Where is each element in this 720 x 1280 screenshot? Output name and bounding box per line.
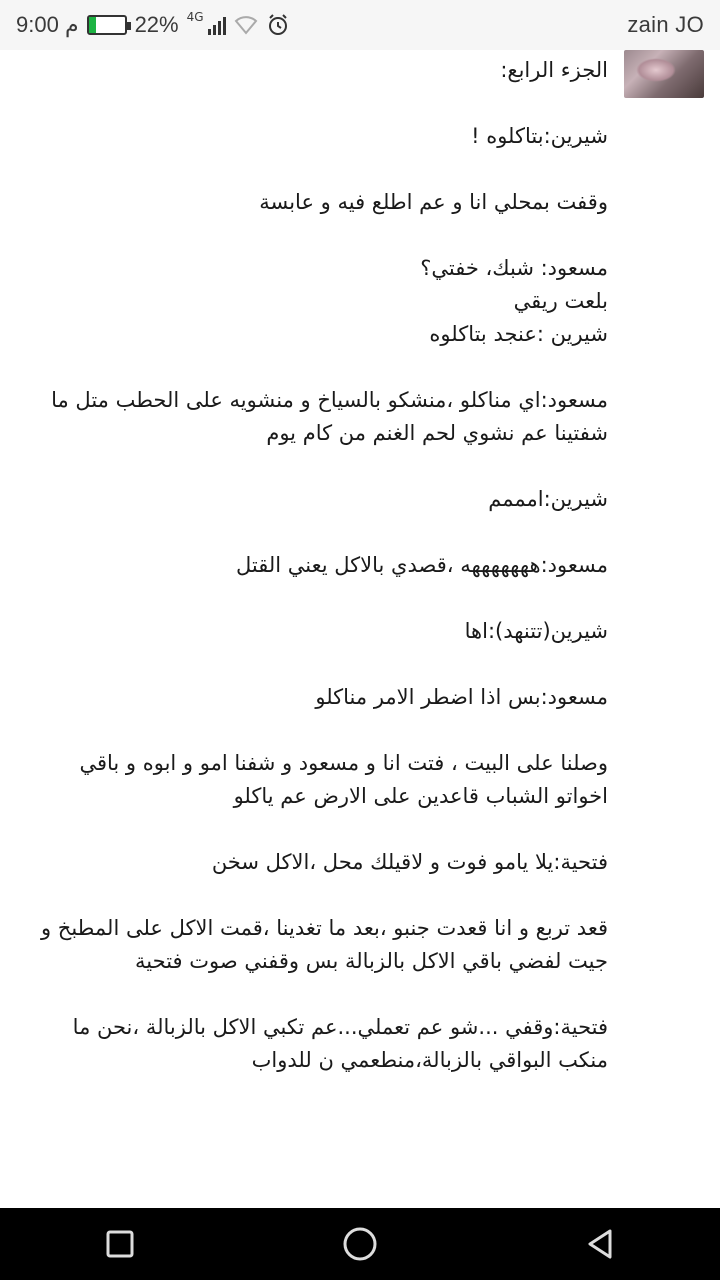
post-paragraph: شيرين(تتنهد):اها — [464, 619, 608, 643]
avatar[interactable] — [624, 50, 704, 98]
post-paragraph: الجزء الرابع: — [500, 58, 608, 82]
post-paragraph: وصلنا على البيت ، فتت انا و مسعود و شفنا امو و ابوه و باقي اخواتو الشباب قاعدين على الارض عم ياكلو — [79, 751, 608, 808]
signal-icon — [208, 15, 226, 35]
back-triangle-icon — [584, 1228, 616, 1260]
navigation-bar — [0, 1208, 720, 1280]
clock: 9:00 م — [16, 12, 79, 37]
post-paragraph: شيرين:بتاكلوه ! — [471, 124, 608, 148]
battery-icon — [87, 15, 127, 35]
status-bar — [0, 0, 720, 50]
alarm-icon — [266, 13, 290, 37]
post-paragraph: فتحية:يلا يامو فوت و لاقيلك محل ،الاكل سخن — [211, 850, 608, 874]
circle-icon — [342, 1226, 378, 1262]
recents-button[interactable] — [80, 1208, 160, 1280]
status-left-group — [16, 12, 290, 38]
square-icon — [105, 1229, 135, 1259]
post-body — [33, 54, 608, 1110]
post-paragraph: مسعود: شبك، خفتي؟ بلعت ريقي شيرين :عنجد بتاكلوه — [420, 256, 608, 346]
battery-fill — [89, 17, 97, 33]
back-button[interactable] — [560, 1208, 640, 1280]
post-paragraph: مسعود:هههههههه ،قصدي بالاكل يعني القتل — [235, 553, 608, 577]
wifi-icon — [234, 13, 258, 37]
network-type: 4G — [186, 10, 204, 24]
post-paragraph: شيرين:امممم — [488, 487, 608, 511]
carrier-name: zain JO — [627, 12, 704, 37]
post-paragraph: وقفت بمحلي انا و عم اطلع فيه و عابسة — [259, 190, 608, 214]
battery-percent: 22% — [134, 12, 179, 37]
post-paragraph: مسعود:بس اذا اضطر الامر مناكلو — [315, 685, 608, 709]
post-paragraph: مسعود:اي مناكلو ،منشكو بالسياخ و منشويه على الحطب متل ما شفتينا عم نشوي لحم الغنم من كام يوم — [51, 388, 608, 445]
home-button[interactable] — [320, 1208, 400, 1280]
post-paragraph: فتحية:وقفي ...شو عم تعملي...عم تكبي الاكل بالزبالة ،نحن ما منكب البواقي بالزبالة،منطعمي ن للدواب — [72, 1015, 608, 1072]
post-content[interactable] — [0, 50, 720, 1208]
post-paragraph: قعد تربع و انا قعدت جنبو ،بعد ما تغدينا ،قمت الاكل على المطبخ و جيت لفضي باقي الاكل بالزبالة بس وقفني صوت فتحية — [40, 916, 608, 973]
